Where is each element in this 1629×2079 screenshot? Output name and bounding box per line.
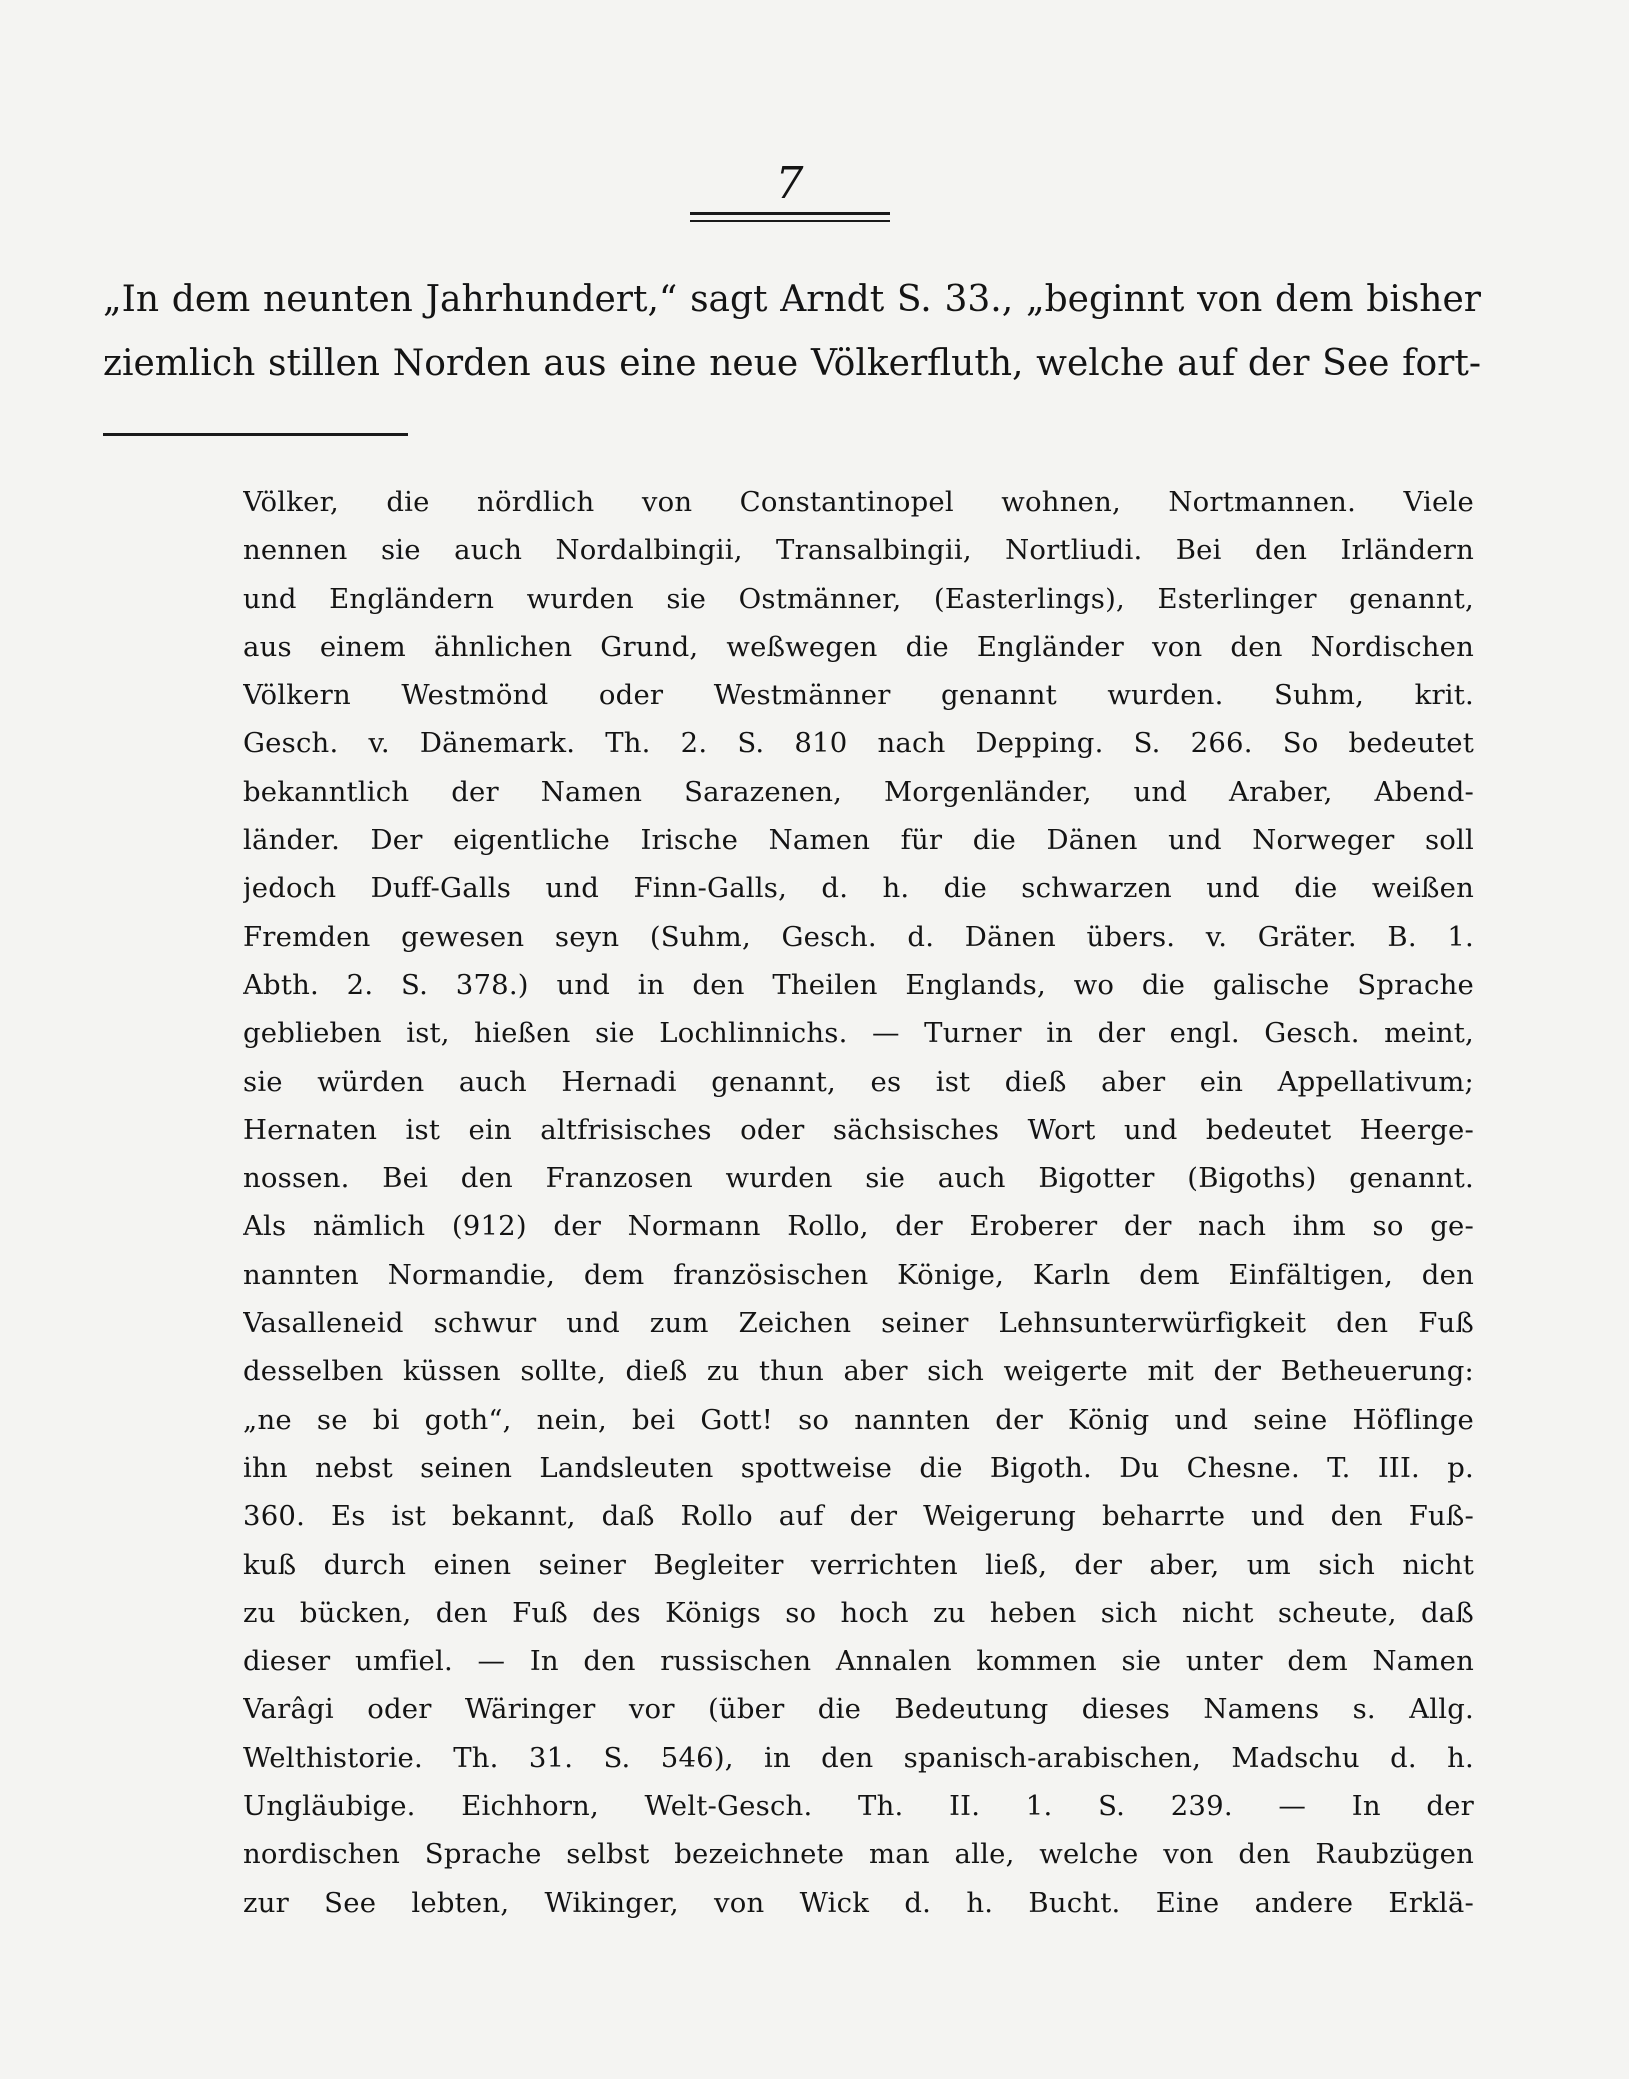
footnote-line: Abth. 2. S. 378.) und in den Theilen Englands, wo die galische Sprache <box>243 968 1474 1001</box>
footnote-line: Als nämlich (912) der Normann Rollo, der Eroberer der nach ihm so ge- <box>243 1210 1474 1243</box>
footnote-line: zur See lebten, Wikinger, von Wick d. h. Bucht. Eine andere Erklä- <box>243 1886 1474 1919</box>
footnote-line: Fremden gewesen seyn (Suhm, Gesch. d. Dänen übers. v. Gräter. B. 1. <box>243 920 1474 953</box>
footnote-line: Welthistorie. Th. 31. S. 546), in den spanisch-arabischen, Madschu d. h. <box>243 1741 1474 1774</box>
footnote-line: und Engländern wurden sie Ostmänner, (Easterlings), Esterlinger genannt, <box>243 582 1474 615</box>
footnote-line: Varâgi oder Wäringer vor (über die Bedeutung dieses Namens s. Allg. <box>243 1693 1474 1726</box>
footnote-line: länder. Der eigentliche Irische Namen für die Dänen und Norweger soll <box>243 824 1474 857</box>
footnote-line: Vasalleneid schwur und zum Zeichen seiner Lehnsunterwürfigkeit den Fuß <box>243 1307 1474 1340</box>
footnote-line: Völkern Westmönd oder Westmänner genannt wurden. Suhm, krit. <box>243 679 1474 712</box>
footnote-line: dieser umfiel. — In den russischen Annalen kommen sie unter dem Namen <box>243 1645 1474 1678</box>
footnote-line: nennen sie auch Nordalbingii, Transalbingii, Nortliudi. Bei den Irländern <box>243 534 1474 567</box>
footnote-line: Gesch. v. Dänemark. Th. 2. S. 810 nach Depping. S. 266. So bedeutet <box>243 727 1474 760</box>
footnote-line: nannten Normandie, dem französischen Könige, Karln dem Einfältigen, den <box>243 1258 1474 1291</box>
header-double-rule <box>690 212 890 222</box>
footnote-line: kuß durch einen seiner Begleiter verrichten ließ, der aber, um sich nicht <box>243 1548 1474 1581</box>
footnote-line: nossen. Bei den Franzosen wurden sie auch Bigotter (Bigoths) genannt. <box>243 1162 1474 1195</box>
main-text-line: „In dem neunten Jahrhundert,“ sagt Arndt S. 33., „beginnt von dem bisher <box>103 279 1481 320</box>
footnote-line: geblieben ist, hießen sie Lochlinnichs. — Turner in der engl. Gesch. meint, <box>243 1017 1474 1050</box>
footnote-line: zu bücken, den Fuß des Königs so hoch zu heben sich nicht scheute, daß <box>243 1596 1474 1629</box>
footnote-line: Ungläubige. Eichhorn, Welt-Gesch. Th. II. 1. S. 239. — In der <box>243 1790 1474 1823</box>
footnote-line: ihn nebst seinen Landsleuten spottweise die Bigoth. Du Chesne. T. III. p. <box>243 1451 1474 1484</box>
main-text-block <box>103 268 1481 396</box>
footnote-line: „ne se bi goth“, nein, bei Gott! so nannten der König und seine Höflinge <box>243 1403 1474 1436</box>
footnote-line: Völker, die nördlich von Constantinopel wohnen, Nortmannen. Viele <box>243 486 1474 518</box>
footnote-line: sie würden auch Hernadi genannt, es ist dieß aber ein Appellativum; <box>243 1065 1474 1098</box>
footnote-line: Hernaten ist ein altfrisisches oder sächsisches Wort und bedeutet Heerge- <box>243 1113 1474 1146</box>
footnote-separator-rule <box>103 433 408 436</box>
footnote-line: jedoch Duff-Galls und Finn-Galls, d. h. die schwarzen und die weißen <box>243 872 1474 905</box>
footnote-line: nordischen Sprache selbst bezeichnete man alle, welche von den Raubzügen <box>243 1838 1474 1871</box>
footnote-line: desselben küssen sollte, dieß zu thun aber sich weigerte mit der Betheuerung: <box>243 1355 1474 1388</box>
main-text-line: ziemlich stillen Norden aus eine neue Völkerfluth, welche auf der See fort- <box>103 343 1481 384</box>
page-number: 7 <box>775 158 805 209</box>
footnote-block <box>243 478 1474 1927</box>
footnote-line: 360. Es ist bekannt, daß Rollo auf der Weigerung beharrte und den Fuß- <box>243 1500 1474 1533</box>
footnote-line: aus einem ähnlichen Grund, weßwegen die Engländer von den Nordischen <box>243 630 1474 663</box>
footnote-line: bekanntlich der Namen Sarazenen, Morgenländer, und Araber, Abend- <box>243 775 1474 808</box>
